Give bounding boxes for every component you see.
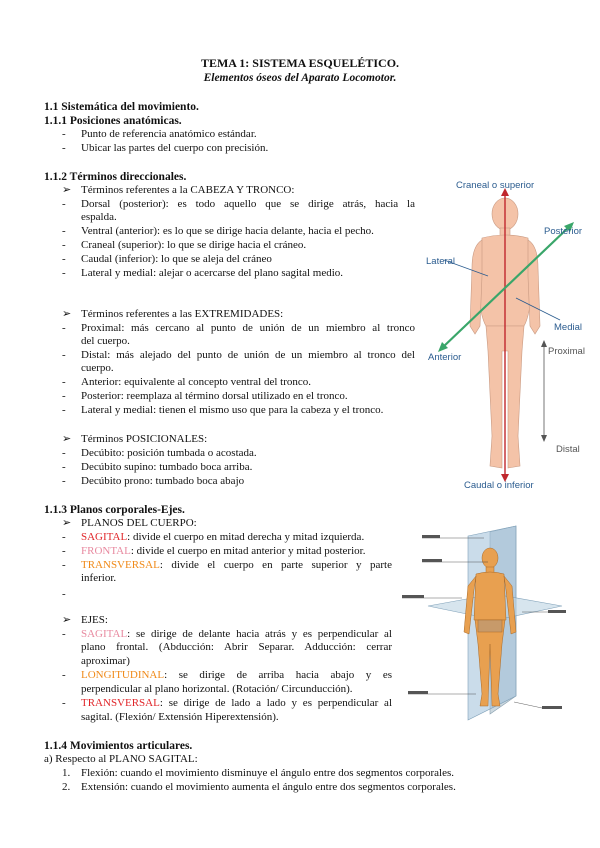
list-item: Decúbito: posición tumbada o acostada. [81, 447, 257, 459]
plane-name: FRONTAL [81, 545, 131, 557]
bullet-arrow: ➢ [62, 517, 72, 529]
list-item: Dorsal (posterior): es todo aquello que se dirige atrás, hacia la [81, 198, 415, 210]
list-item: Lateral y medial: alejar o acercarse del plano sagital medio. [81, 267, 344, 279]
list-heading: Términos referentes a las EXTREMIDADES: [81, 308, 284, 320]
subsection-heading: 1.1.4 Movimientos articulares. [44, 740, 193, 752]
arrow-head-distal-icon [541, 435, 547, 442]
dash-marker: - [62, 267, 66, 279]
figure-label-distal: Distal [556, 444, 580, 455]
dash-marker: - [62, 697, 66, 709]
list-heading: PLANOS DEL CUERPO: [81, 517, 197, 529]
list-item: Ventral (anterior): es lo que se dirige hacia delante, hacia el pecho. [81, 225, 374, 237]
axis-description: : se dirige de delante hacia atrás y es perpendicular al [127, 628, 392, 640]
plane-description: : divide el cuerpo en mitad anterior y mitad posterior. [130, 545, 366, 557]
figure-label-medial: Medial [554, 322, 582, 333]
subsection-heading: 1.1.1 Posiciones anatómicas. [44, 115, 182, 127]
plane-name: SAGITAL [81, 531, 128, 543]
list-item: Decúbito prono: tumbado boca abajo [81, 475, 245, 487]
dash-marker: - [62, 588, 66, 600]
figure-label-posterior: Posterior [544, 226, 583, 237]
plane-name: TRANSVERSAL [81, 559, 160, 571]
subsection-heading: 1.1.3 Planos corporales-Ejes. [44, 504, 185, 516]
list-item: Caudal (inferior): lo que se aleja del cráneo [81, 253, 272, 265]
list-heading: Términos POSICIONALES: [81, 433, 208, 445]
directional-terms-figure [420, 176, 590, 492]
dash-marker: - [62, 531, 66, 543]
list-number: 1. [62, 767, 71, 779]
list-heading: Términos referentes a la CABEZA Y TRONCO: [81, 184, 295, 196]
dash-marker: - [62, 142, 66, 154]
list-intro: a) Respecto al PLANO SAGITAL: [44, 753, 198, 765]
plane-item-transversal [81, 559, 392, 572]
axis-description: : se dirige de lado a lado y es perpendicular al [159, 697, 392, 709]
list-item: Extensión: cuando el movimiento aumenta el ángulo entre dos segmentos corporales. [81, 781, 456, 793]
document-title: TEMA 1: SISTEMA ESQUELÉTICO. [200, 56, 400, 70]
list-item: Proximal: más cercano al punto de unión de un miembro al tronco [81, 322, 415, 334]
dash-marker: - [62, 461, 66, 473]
bullet-arrow: ➢ [62, 184, 72, 196]
arrow-head-proximal-icon [541, 340, 547, 347]
dash-marker: - [62, 559, 66, 571]
dash-marker: - [62, 322, 66, 334]
figure-label-craneal: Craneal o superior [456, 180, 535, 191]
plane-description: : divide el cuerpo en mitad derecha y mitad izquierda. [127, 531, 365, 543]
dash-marker: - [62, 198, 66, 210]
axis-name: LONGITUDINAL [81, 669, 165, 681]
dash-marker: - [62, 628, 66, 640]
axis-description-continued: plano frontal. (Abducción: Abrir Separar. Adducción: cerrar [81, 641, 392, 653]
axis-item-longitudinal [81, 669, 392, 682]
figure-label-lateral: Lateral [426, 256, 456, 267]
list-item: Ubicar las partes del cuerpo con precisión. [81, 142, 269, 154]
document-subtitle: Elementos óseos del Aparato Locomotor. [203, 72, 397, 84]
axis-description-continued: sagital. (Flexión/ Extensión Hiperextensión). [81, 711, 279, 723]
list-item: Distal: más alejado del punto de unión de un miembro al tronco del [81, 349, 415, 361]
bullet-arrow: ➢ [62, 433, 72, 445]
list-item: Lateral y medial: tienen el mismo uso que para la cabeza y el tronco. [81, 404, 384, 416]
list-item: Punto de referencia anatómico estándar. [81, 128, 257, 140]
axis-item-sagital [81, 628, 392, 641]
bullet-arrow: ➢ [62, 308, 72, 320]
dash-marker: - [62, 253, 66, 265]
dash-marker: - [62, 545, 66, 557]
list-item: espalda. [81, 211, 117, 223]
list-heading: EJES: [81, 614, 108, 626]
list-item: Decúbito supino: tumbado boca arriba. [81, 461, 253, 473]
dash-marker: - [62, 390, 66, 402]
axis-description-continued: perpendicular al plano horizontal. (Rotación/ Circunducción). [81, 683, 353, 695]
dash-marker: - [62, 404, 66, 416]
list-item: cuerpo. [81, 362, 114, 374]
axis-description: : se dirige de arriba hacia abajo y es [164, 669, 392, 681]
plane-item-frontal [81, 545, 365, 558]
list-item: Craneal (superior): lo que se dirige hacia el cráneo. [81, 239, 307, 251]
list-item: del cuerpo. [81, 335, 130, 347]
axis-name: SAGITAL [81, 628, 128, 640]
figure-label-caudal: Caudal o inferior [464, 480, 534, 491]
section-heading: 1.1 Sistemática del movimiento. [44, 101, 199, 113]
dash-marker: - [62, 669, 66, 681]
dash-marker: - [62, 376, 66, 388]
dash-marker: - [62, 349, 66, 361]
axis-description-continued: aproximar) [81, 655, 130, 667]
list-item: Anterior: equivalente al concepto ventral del tronco. [81, 376, 311, 388]
axis-item-transversal [81, 697, 392, 710]
dash-marker: - [62, 239, 66, 251]
list-item: Posterior: reemplaza al término dorsal utilizado en el tronco. [81, 390, 348, 402]
list-item: Flexión: cuando el movimiento disminuye el ángulo entre dos segmentos corporales. [81, 767, 455, 779]
list-number: 2. [62, 781, 71, 793]
plane-item-sagital [81, 531, 364, 544]
figure-label-anterior: Anterior [428, 352, 462, 363]
axis-name: TRANSVERSAL [81, 697, 160, 709]
bullet-arrow: ➢ [62, 614, 72, 626]
dash-marker: - [62, 447, 66, 459]
body-planes-figure [398, 524, 570, 722]
dash-marker: - [62, 475, 66, 487]
plane-description: : divide el cuerpo en parte superior y parte [159, 559, 392, 571]
plane-description-continued: inferior. [81, 572, 117, 584]
dash-marker: - [62, 225, 66, 237]
subsection-heading: 1.1.2 Términos direccionales. [44, 171, 187, 183]
dash-marker: - [62, 128, 66, 140]
figure-label-proximal: Proximal [548, 346, 585, 357]
